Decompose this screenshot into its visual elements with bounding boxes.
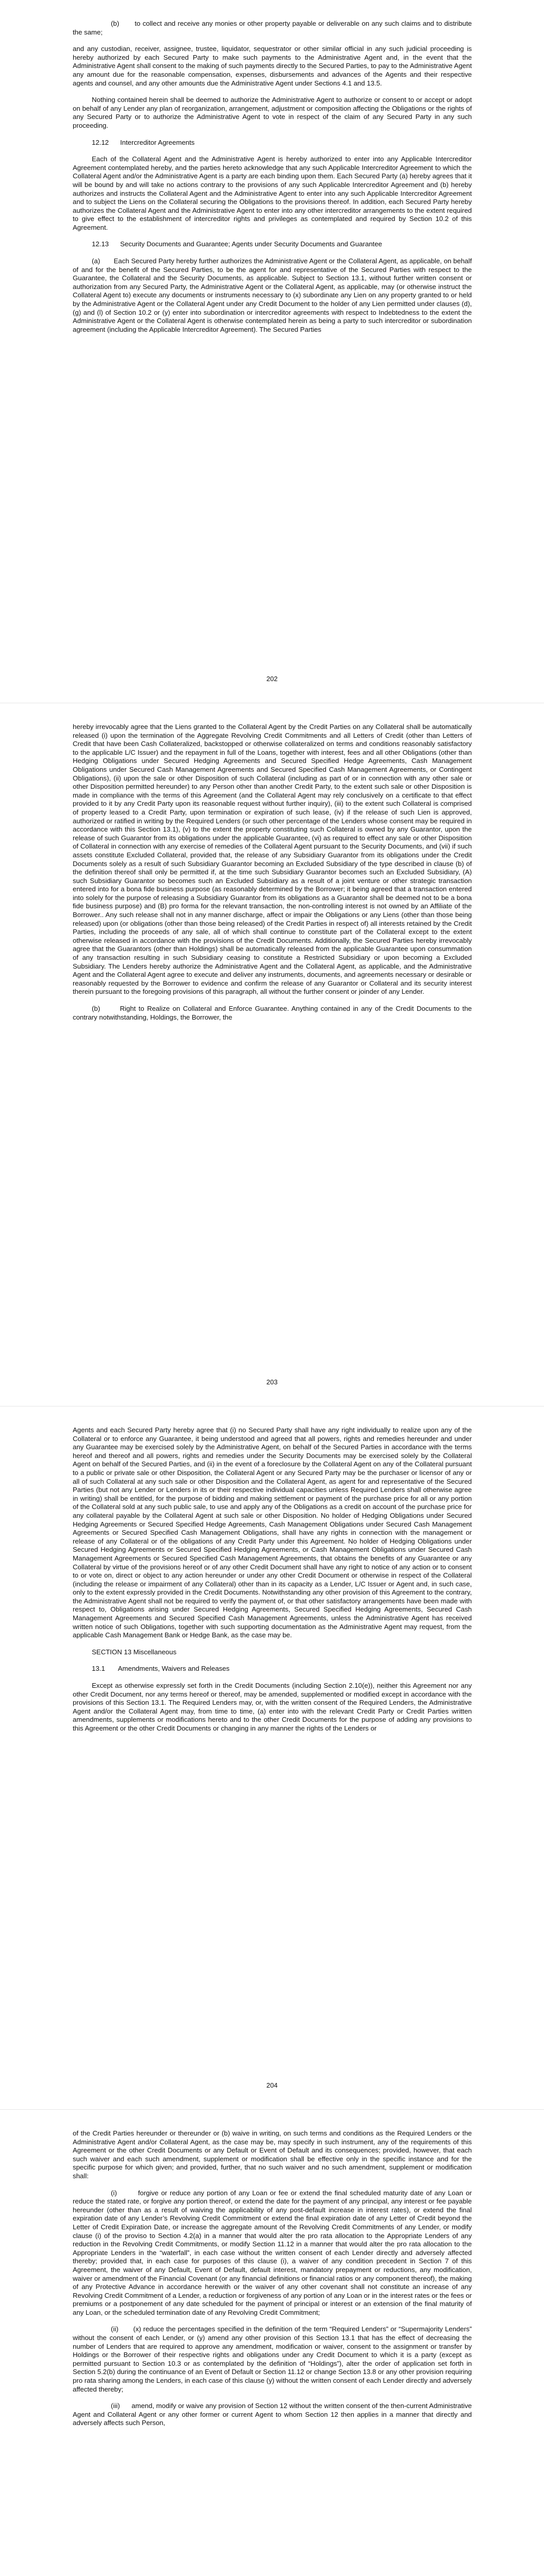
section-heading-12-12: 12.12 Intercreditor Agreements	[92, 138, 195, 146]
section-heading-12-13: 12.13 Security Documents and Guarantee; Agents under Security Documents and Guarantee	[92, 240, 382, 248]
clause-i: (i) forgive or reduce any portion of any Loan or fee or extend the final scheduled maturity date of any Loan or reduce the stated rate, or forgive any portion thereof, or extend the date for the payment of any principal, any interest or fee payable hereunder (other than as a result of waiving the applicability of any post-default increase in interest rates), or extend the final expiration date of any Lender’s Revolving Credit Commitment or extend the final expiration date of any Letter of Credit beyond the Letter of Credit Expiration Date, or increase the aggregate amount of the Revolving Credit Commitments of any Lender, or modify clause (i) of the proviso to Section 4.2(a) in a manner that would alter the pro rata allocation to the Appropriate Lenders of any reduction in the Revolving Credit Commitments, or modify Section 11.12 in a manner that would alter the pro rata allocation to the Appropriate Lenders in the “waterfall”, in each case without the written consent of each Lender directly and adversely affected thereby; provided that, in each case for purposes of this clause (i), a waiver of any condition precedent in Section 7 of this Agreement, the waiver of any Default, Event of Default, default interest, mandatory prepayment or reductions, any modification, waiver or amendment of the Financial Covenant (or any financial definitions or financial ratios or any component thereof), the making of any Protective Advance in accordance herewith or the waiver of any other covenant shall not constitute an increase of any Revolving Credit Commitment of a Lender, a reduction or forgiveness of any portion of any Loan or in the interest rates or the fees or premiums or a postponement of any date scheduled for the payment of principal or interest or an extension of the final maturity of any Loan, or the scheduled termination date of any Revolving Credit Commitment;	[73, 2189, 472, 2316]
paragraph: Each of the Collateral Agent and the Administrative Agent is hereby authorized to enter into any Applicable Intercreditor Agreement contemplated hereby, and the parties hereto acknowledge that any such Applicable Intercreditor Agreement to which the Collateral Agent and/or the Administrative Agent is a party are each binding upon them. Each Secured Party (a) hereby agrees that it will be bound by and will take no actions contrary to the provisions of any such Applicable Intercreditor Agreement and (b) hereby authorizes and instructs the Collateral Agent and the Administrative Agent to enter into any such Applicable Intercreditor Agreement and to subject the Liens on the Collateral securing the Obligations to the provisions thereof. In addition, each Secured Party hereby authorizes the Collateral Agent and the Administrative Agent to enter into any other intercreditor arrangements to the extent required to give effect to the establishment of intercreditor rights and privileges as contemplated and required by Section 10.2 of this Agreement.	[73, 155, 472, 231]
paragraph: and any custodian, receiver, assignee, trustee, liquidator, sequestrator or other similar official in any such judicial proceeding is hereby authorized by each Secured Party to make such payments to the Administrative Agent and, in the event that the Administrative Agent shall consent to the making of such payments directly to the Secured Parties, to pay to the Administrative Agent any amount due for the reasonable compensation, expenses, disbursements and advances of the Agents and their respective agents and counsel, and any other amounts due the Administrative Agent under Sections 4.1 and 13.5.	[73, 45, 472, 87]
section-heading-13: SECTION 13 Miscellaneous	[92, 1648, 177, 1656]
paragraph: Agents and each Secured Party hereby agree that (i) no Secured Party shall have any right individually to realize upon any of the Collateral or to enforce any Guarantee, it being understood and agreed that all powers, rights and remedies hereunder and under any Guarantee may be exercised solely by the Administrative Agent, on behalf of the Secured Parties in accordance with the terms hereof and thereof and all powers, rights and remedies under the Security Documents may be exercised solely by the Collateral Agent on behalf of the Secured Parties, and (ii) in the event of a foreclosure by the Collateral Agent on any of the Collateral pursuant to a public or private sale or other Disposition, the Collateral Agent or any Secured Party may be the purchaser or licensor of any or all of such Collateral at any such sale or other Disposition and the Collateral Agent, as agent for and representative of the Secured Parties (but not any Lender or Lenders in its or their respective individual capacities unless Required Lenders shall otherwise agree in writing) shall be entitled, for the purpose of bidding and making settlement or payment of the purchase price for all or any portion of the Collateral sold at any such public sale, to use and apply any of the Obligations as a credit on account of the purchase price for any collateral payable by the Collateral Agent at such sale or other Disposition. No holder of Hedging Obligations under Secured Hedging Agreements or Secured Specified Hedge Agreements, Cash Management Obligations under Secured Cash Management Agreements or Secured Specified Cash Management Obligations, shall have any rights in connection with the management or release of any Collateral or of the obligations of any Credit Party under this Agreement. No holder of Hedging Obligations under Secured Hedging Agreements or Secured Specified Hedging Agreements, or Cash Management Obligations under Secured Cash Management Agreements or Secured Specified Cash Management Agreements, that obtains the benefits of any Guarantee or any Collateral by virtue of the provisions hereof or of any other Credit Document shall have any right to notice of any action or to consent to or vote on, direct or object to any action hereunder or under any other Credit Document or otherwise in respect of the Collateral (including the release or impairment of any Collateral) other than in its capacity as a Lender, L/C Issuer or Agent and, in such case, only to the extent expressly provided in the Credit Documents. Notwithstanding any other provision of this Agreement to the contrary, the Administrative Agent shall not be required to verify the payment of, or that other satisfactory arrangements have been made with respect to, Obligations arising under Secured Hedging Agreements, Secured Specified Hedging Agreements, Secured Cash Management Agreements and Secured Specified Cash Management Agreements, unless the Administrative Agent has received written notice of such Obligations, together with such supporting documentation as the Administrative Agent may request, from the applicable Cash Management Bank or Hedge Bank, as the case may be.	[73, 1426, 472, 1639]
clause-a: (a) Each Secured Party hereby further authorizes the Administrative Agent or the Collateral Agent, as applicable, on behalf of and for the benefit of the Secured Parties, to be the agent for and representative of the Secured Parties with respect to the Guarantee, the Collateral and the Security Documents, as applicable. Subject to Section 13.1, without further written consent or authorization from any Secured Party, the Administrative Agent or the Collateral Agent, as applicable, may (or otherwise instruct the Collateral Agent to) execute any documents or instruments necessary to (x) subordinate any Lien on any property granted to or held by the Administrative Agent or the Collateral Agent under any Credit Document to the holder of any Lien permitted under clauses (d), (g) and (l) of Section 10.2 or (y) enter into subordination or intercreditor agreements with respect to Indebtedness to the extent the Administrative Agent or the Collateral Agent is otherwise contemplated herein as being a party to such intercreditor or subordination agreement (including the Applicable Intercreditor Agreement). The Secured Parties	[73, 257, 472, 333]
paragraph: of the Credit Parties hereunder or thereunder or (b) waive in writing, on such terms and conditions as the Required Lenders or the Administrative Agent and/or Collateral Agent, as the case may be, may specify in such instrument, any of the requirements of this Agreement or the other Credit Documents or any Default or Event of Default and its consequences; provided, however, that each such waiver and each such amendment, supplement or modification shall be effective only in the specific instance and for the specific purpose for which given; and provided, further, that no such waiver and no such amendment, supplement or modification shall:	[73, 2129, 472, 2180]
clause-b: (b) Right to Realize on Collateral and Enforce Guarantee. Anything contained in any of the Credit Documents to the contrary notwithstanding, Holdings, the Borrower, the	[73, 1005, 472, 1021]
page-number: 202	[266, 675, 278, 683]
page-number: 204	[266, 2081, 278, 2089]
paragraph: Nothing contained herein shall be deemed to authorize the Administrative Agent to authorize or consent to or accept or adopt on behalf of any Lender any plan of reorganization, arrangement, adjustment or composition affecting the Obligations or the rights of any Secured Party or to authorize the Administrative Agent to vote in respect of the claim of any Secured Party in any such proceeding.	[73, 96, 472, 129]
section-heading-13-1: 13.1 Amendments, Waivers and Releases	[92, 1665, 230, 1673]
document-page-204	[0, 1406, 544, 2110]
clause-ii: (ii) (x) reduce the percentages specified in the definition of the term “Required Lenders” or “Supermajority Lenders” without the consent of each Lender, or (y) amend any other provision of this Section 13.1 that has the effect of decreasing the number of Lenders that are required to approve any amendment, modification or waiver, consent to the assignment or transfer by Holdings or the Borrower of their respective rights and obligations under any Credit Document to which it is a party (except as permitted pursuant to Section 10.3 or as contemplated by the definition of “Holdings”), alter the order of application set forth in Section 5.2(b) during the continuance of an Event of Default or Section 11.12 or change Section 13.8 or any other provision requiring pro rata sharing among the Lenders, in each case of this clause (y) without the written consent of each Lender directly and adversely affected thereby;	[73, 2325, 472, 2393]
page-body	[73, 723, 472, 1030]
page-number: 203	[266, 1378, 278, 1386]
paragraph: Except as otherwise expressly set forth in the Credit Documents (including Section 2.10(e)), neither this Agreement nor any other Credit Document, nor any terms hereof or thereof, may be amended, supplemented or modified except in accordance with the provisions of this Section 13.1. The Required Lenders may, or, with the written consent of the Required Lenders, the Administrative Agent and/or the Collateral Agent may, from time to time, (a) enter into with the relevant Credit Party or Credit Parties written amendments, supplements or modifications hereto and to the other Credit Documents for the purpose of adding any provisions to this Agreement or the other Credit Documents or changing in any manner the rights of the Lenders or	[73, 1682, 472, 1732]
document-page-202	[0, 0, 544, 703]
page-body	[73, 1426, 472, 1741]
page-body	[73, 20, 472, 342]
clause-iii: (iii) amend, modify or waive any provision of Section 12 without the written consent of the then-current Administrative Agent and Collateral Agent or any other former or current Agent to whom Section 12 then applies in a manner that directly and adversely affects such Person,	[73, 2402, 472, 2427]
paragraph: hereby irrevocably agree that the Liens granted to the Collateral Agent by the Credit Parties on any Collateral shall be automatically released (i) upon the termination of the Aggregate Revolving Credit Commitments and all Letters of Credit (other than Letters of Credit that have been Cash Collateralized, backstopped or otherwise collateralized on terms and conditions reasonably satisfactory to the applicable L/C Issuer) and the repayment in full of the Loans, together with interest, fees and all other Obligations (other than Hedging Obligations under Secured Hedging Agreements and Secured Specified Hedge Agreements, Cash Management Obligations under Secured Cash Management Agreements and Secured Specified Cash Management Agreements, or Contingent Obligations), (ii) upon the sale or other Disposition of such Collateral (including as part of or in connection with any other sale or other Disposition permitted hereunder) to any Person other than another Credit Party, to the extent such sale or other Disposition is made in compliance with the terms of this Agreement (and the Collateral Agent may rely conclusively on a certificate to that effect provided to it by any Credit Party upon its reasonable request without further inquiry), (iii) to the extent such Collateral is comprised of property leased to a Credit Party, upon termination or expiration of such lease, (iv) if the release of such Lien is approved, authorized or ratified in writing by the Required Lenders (or such other percentage of the Lenders whose consent may be required in accordance with this Section 13.1), (v) to the extent the property constituting such Collateral is owned by any Guarantor, upon the release of such Guarantor from its obligations under the applicable Guarantee, (vi) as required to effect any sale or other Disposition of Collateral in connection with any exercise of remedies of the Collateral Agent pursuant to the Security Documents, and (vii) if such assets constitute Excluded Collateral, provided that, the release of any Subsidiary Guarantor from its obligations under the Credit Documents solely as a result of such Subsidiary Guarantor becoming an Excluded Subsidiary of the type described in clause (b) of the definition thereof shall only be permitted if, at the time such Subsidiary Guarantor becomes such an Excluded Subsidiary, (A) such Subsidiary Guarantor so becomes such an Excluded Subsidiary as a result of a joint venture or other strategic transaction entered into for a bona fide business purpose (as reasonably determined by the Borrower; it being agreed that a transaction entered into solely for the purpose of releasing a Subsidiary Guarantor from its obligations as a Guarantor shall be deemed not to be a bona fide business purpose) and (B) pro forma for the relevant transaction, the non-controlling interest is not owned by an Affiliate of the Borrower.. Any such release shall not in any manner discharge, affect or impair the Obligations or any Liens (other than those being released) upon (or obligations (other than those being released) of the Credit Parties in respect of) all interests retained by the Credit Parties, including the proceeds of any sale, all of which shall continue to constitute part of the Collateral except to the extent otherwise released in accordance with the provisions of the Credit Documents. Additionally, the Secured Parties hereby irrevocably agree that the Guarantors (other than Holdings) shall be automatically released from the applicable Guarantee upon consummation of any transaction resulting in such Subsidiary ceasing to constitute a Restricted Subsidiary or upon becoming a Excluded Subsidiary. The Lenders hereby authorize the Administrative Agent and the Collateral Agent, as applicable, and the Administrative Agent and the Collateral Agent agree to execute and deliver any instruments, documents, and agreements necessary or desirable or reasonably requested by the Borrower to evidence and confirm the release of any Guarantor or Collateral and its security interest therein pursuant to the foregoing provisions of this paragraph, all without the further consent or joinder of any Lender.	[73, 723, 472, 996]
document-page-205	[0, 2110, 544, 2576]
clause-b: (b) to collect and receive any monies or other property payable or deliverable on any such claims and to distribute the same;	[73, 20, 472, 36]
document-page-203	[0, 703, 544, 1406]
page-body	[73, 2129, 472, 2436]
